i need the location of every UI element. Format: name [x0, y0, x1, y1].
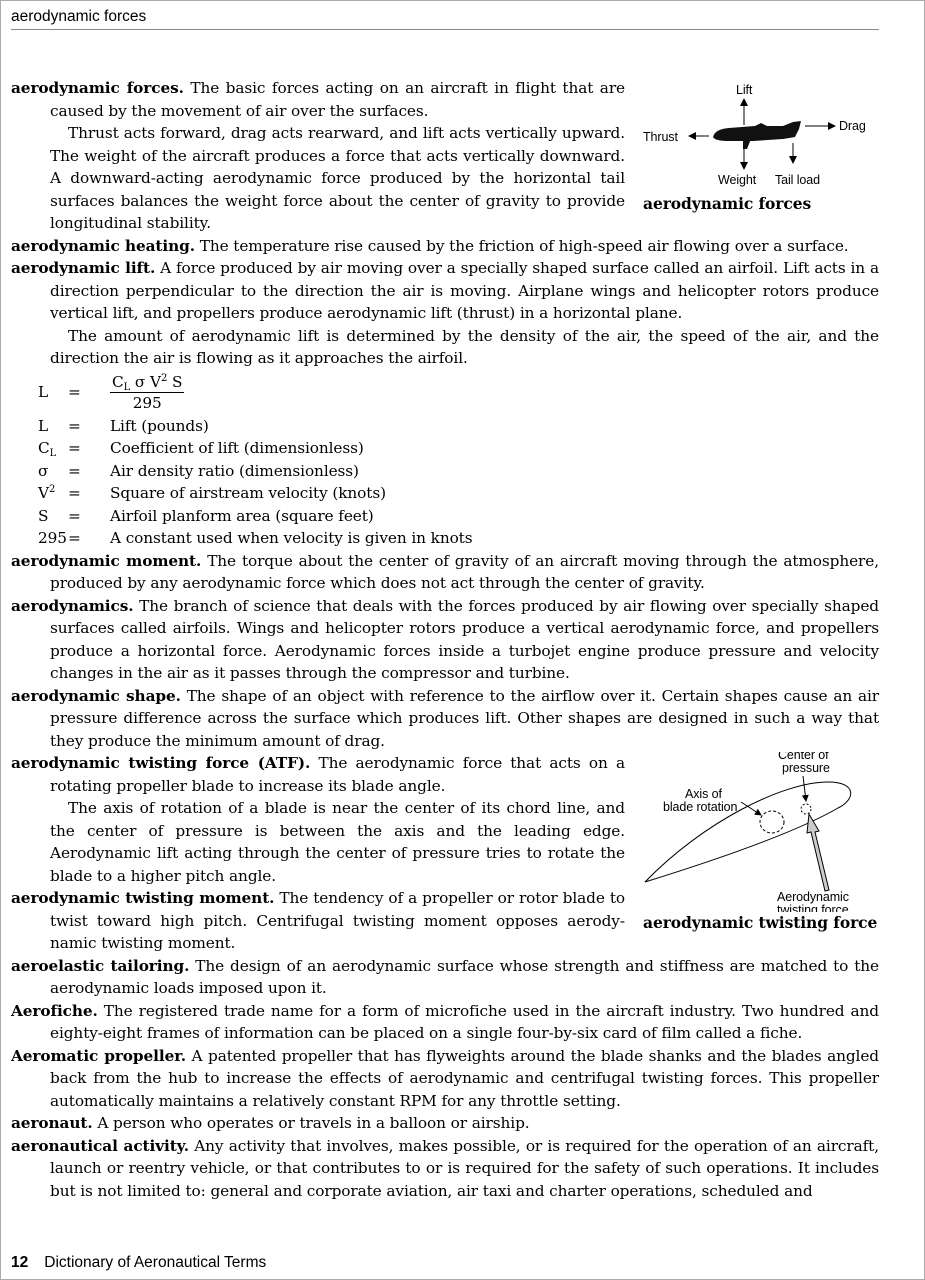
entry-definition: A force produced by air moving over a specially shaped surface called an airfoil. Lift acts in a direction perpendicular to the direction the air is moving. Airplane wings and helicopter rotors produce vertical lift, and propellers produce aerodynamic lift (thrust) in a horizontal plane.	[50, 259, 879, 322]
entry-term: Aeromatic propeller.	[11, 1046, 186, 1065]
entry-definition: The basic forces acting on an aircraft in flight that are caused by the movement of air over the surfaces.	[50, 79, 625, 120]
aerodynamic-label: Aerodynamic	[777, 890, 849, 904]
entry-aeronautical-activity	[11, 1135, 879, 1203]
aerodynamic-forces-figure	[643, 77, 879, 229]
entry-aerodynamic-lift	[11, 257, 879, 325]
entry-definition: The aerodynamic force that acts on a rotating propeller blade to increase its blade angle.	[50, 754, 625, 795]
entry-definition: Any activity that involves, makes possible, or is required for the operation of an aircraft, launch or reentry vehicle, or that contributes to or is required for the safety of such operations. It includes but is not limited to: general and corporate aviation, air taxi and charter operations, scheduled and	[50, 1136, 879, 1200]
lift-formula	[38, 370, 472, 550]
figure-caption: aerodynamic forces	[643, 194, 812, 213]
entry-term: aerodynamic heating.	[11, 236, 195, 255]
entry-aeronaut	[11, 1112, 879, 1135]
page-footer	[11, 1253, 266, 1273]
book-title: Dictionary of Aeronautical Terms	[44, 1254, 267, 1271]
entry-paragraph: Thrust acts forward, drag acts rearward, and lift acts vertically upward. The weight of the aircraft produces a force that acts vertically downward. A downward-acting aerodynamic force produced by the horizontal tail surfaces balances the weight force about the center of gravity to provide longitudinal stability.	[50, 124, 625, 232]
blade-twisting-diagram	[643, 752, 879, 912]
entry-aerodynamic-moment	[11, 550, 879, 595]
entry-aerofiche	[11, 1000, 879, 1045]
entry-term: aerodynamic twisting force (ATF).	[11, 754, 311, 772]
entry-aeromatic-propeller	[11, 1045, 879, 1113]
airplane-silhouette	[713, 121, 801, 141]
thrust-label: Thrust	[643, 130, 678, 144]
formula-row: 295 = A constant used when velocity is given in knots	[38, 529, 473, 547]
entry-term: aerodynamics.	[11, 596, 134, 615]
twisting-force-arrow	[807, 814, 829, 891]
formula-row: $V^2$ = Square of airstream velocity (knots)	[38, 484, 386, 502]
entry-definition: A patented propeller that has flyweights around the blade shanks and the blades angled back from the hub to increase the effects of aerodynamic and centrifugal twisting forces. This propeller automatically maintains a relatively constant RPM for any throttle setting.	[50, 1046, 879, 1110]
entry-definition: The torque about the center of gravity of an aircraft moving through the atmosphere, produced by any aerodynamic force which does not act through the center of gravity.	[50, 551, 879, 592]
entry-paragraph: The amount of aerodynamic lift is determined by the density of the air, the speed of the air, and the direction the air is flowing as it approaches the airfoil.	[50, 326, 879, 367]
entry-aerodynamic-shape	[11, 685, 879, 753]
formula-numerator: $C_L$ σ $V^2$ S	[112, 372, 183, 393]
pressure-label: pressure	[782, 761, 830, 775]
entry-term: aerodynamic shape.	[11, 686, 181, 705]
entry-term: aerodynamic lift.	[11, 259, 156, 277]
twisting-force-figure	[643, 752, 879, 937]
entry-definition: The shape of an object with reference to the airflow over it. Certain shapes cause an air pressure difference across the surface which produces lift. Other shapes are designed in such a way that they produce the minimum amount of drag.	[50, 686, 879, 750]
entry-term: Aerofiche.	[11, 1001, 98, 1020]
lift-label: Lift	[736, 83, 753, 97]
entry-term: aeroelastic tailoring.	[11, 956, 190, 975]
entry-definition: The temperature rise caused by the friction of high-speed air flowing over a surface.	[194, 236, 849, 255]
formula-lhs: L	[38, 382, 49, 401]
entry-definition: The tendency of a propeller or rotor blade to twist toward high pitch. Centrifugal twisting moment opposes aerodynamic twisting moment.	[50, 889, 626, 952]
formula-equals: =	[68, 382, 81, 401]
blade-rotation-label: blade rotation	[663, 800, 738, 814]
entry-term: aerodynamic twisting moment.	[11, 889, 275, 907]
entry-definition: The registered trade name for a form of microfiche used in the aircraft industry. Two hundred and eighty-eight frames of information can be placed on a single four-by-six card of film called a fiche.	[50, 1001, 879, 1042]
center-label: Center of	[778, 752, 829, 762]
tail-load-label: Tail load	[775, 173, 820, 187]
figure-caption: aerodynamic twisting force	[643, 913, 878, 932]
formula-denominator: 295	[132, 393, 162, 412]
formula-row: S = Airfoil planform area (square feet)	[38, 506, 374, 525]
entry-paragraph: The axis of rotation of a blade is near the center of its chord line, and the center of pressure is between the axis and the leading edge. Aerodynamic lift acting through the center of pressure tries to rotate the blade to a higher pitch angle.	[50, 799, 625, 885]
formula-fraction	[110, 372, 184, 413]
entry-aerodynamics	[11, 595, 879, 685]
drag-label: Drag	[839, 119, 866, 133]
entry-aerodynamic-heating	[11, 235, 879, 258]
weight-label: Weight	[718, 173, 757, 187]
entry-term: aeronautical activity.	[11, 1136, 189, 1155]
entry-definition: The branch of science that deals with the forces produced by air flowing over specially shaped surfaces called airfoils. Wings and helicopter rotors produce a vertical aerodynamic force, and propellers produce a horizontal force. Aerodynamic forces inside a turbojet engine produce pressure and velocity changes in the air as it passes through the compressor and turbine.	[50, 596, 879, 682]
entry-term: aerodynamic forces.	[11, 79, 184, 97]
entry-definition: The design of an aerodynamic surface whose strength and stiffness are matched to the aerodynamic loads imposed upon it.	[50, 956, 879, 997]
formula-row: $C_L$ = Coefficient of lift (dimensionless)	[38, 439, 364, 459]
airplane-forces-diagram	[643, 77, 879, 195]
page-number: 12	[11, 1254, 29, 1271]
entry-definition: A person who operates or travels in a balloon or airship.	[92, 1114, 530, 1132]
formula-row: L = Lift (pounds)	[38, 416, 209, 435]
entry-term: aerodynamic moment.	[11, 551, 202, 570]
center-of-pressure-circle	[801, 804, 811, 814]
formula-row: σ = Air density ratio (dimensionless)	[38, 461, 359, 480]
dictionary-body	[11, 77, 879, 1202]
blade-axis-circle	[760, 811, 784, 833]
entry-aeroelastic-tailoring	[11, 955, 879, 1000]
entry-term: aeronaut.	[11, 1114, 93, 1132]
axis-label: Axis of	[685, 787, 722, 801]
running-header: aerodynamic forces	[11, 7, 879, 30]
twisting-force-label: twisting force	[777, 903, 849, 912]
